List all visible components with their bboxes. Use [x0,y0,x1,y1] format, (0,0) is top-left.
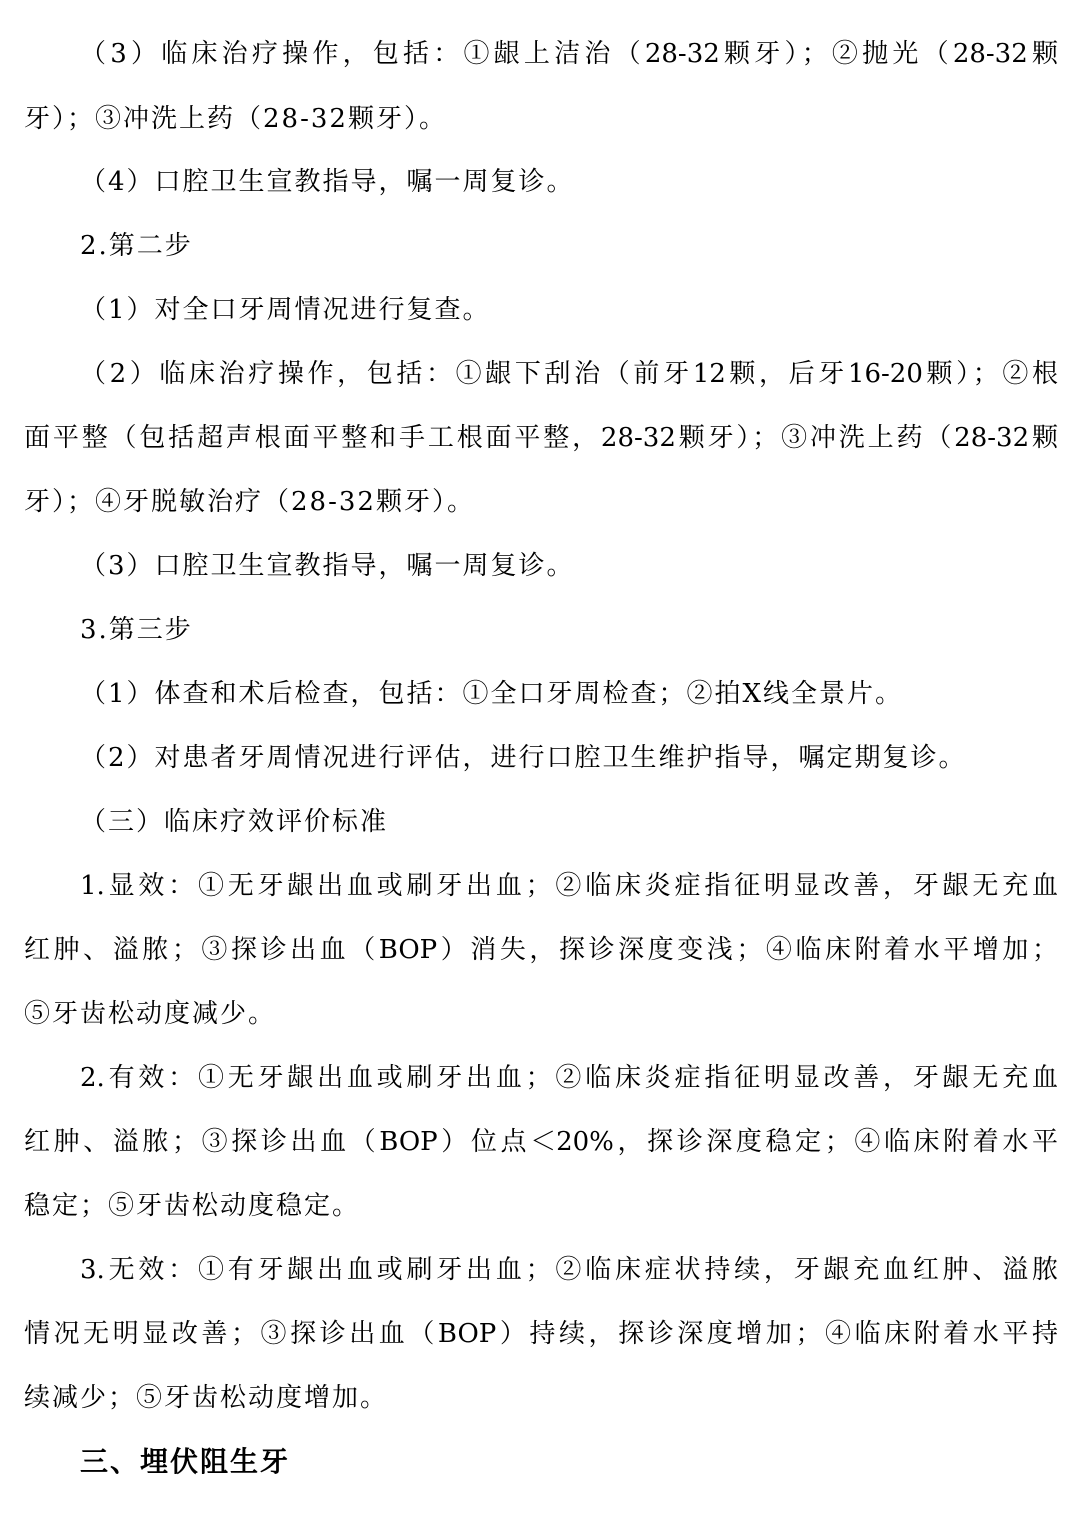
section-heading: （三）临床疗效评价标准 [80,807,389,837]
paragraph-line: 情况无明显改善；③探诊出血（BOP）持续，探诊深度增加；④临床附着水平持 [24,1319,1058,1349]
paragraph-line: 牙）；③冲洗上药（28-32颗牙）。 [24,104,447,134]
paragraph-line: （1）体查和术后检查，包括：①全口牙周检查；②拍X线全景片。 [80,679,904,709]
paragraph-line: 1.显效：①无牙龈出血或刷牙出血；②临床炎症指征明显改善，牙龈无充血 [80,871,1058,901]
paragraph-line: （2）临床治疗操作，包括：①龈下刮治（前牙12颗，后牙16-20颗）；②根 [80,359,1058,389]
section-subheading: 3.第三步 [80,615,193,645]
paragraph-line: 续减少；⑤牙齿松动度增加。 [24,1383,389,1413]
paragraph-line: 面平整（包括超声根面平整和手工根面平整，28-32颗牙）；③冲洗上药（28-32颗 [24,423,1058,453]
paragraph-line: 红肿、溢脓；③探诊出血（BOP）位点＜20%，探诊深度稳定；④临床附着水平 [24,1127,1058,1157]
paragraph-line: 2.有效：①无牙龈出血或刷牙出血；②临床炎症指征明显改善，牙龈无充血 [80,1063,1058,1093]
chapter-heading: 三、埋伏阻生牙 [80,1445,291,1478]
paragraph-line: （2）对患者牙周情况进行评估，进行口腔卫生维护指导，嘱定期复诊。 [80,743,967,773]
paragraph-line: 牙）；④牙脱敏治疗（28-32颗牙）。 [24,487,475,517]
paragraph-line: （3）口腔卫生宣教指导，嘱一周复诊。 [80,551,575,581]
paragraph-line: （1）对全口牙周情况进行复查。 [80,295,491,325]
paragraph-line: 稳定；⑤牙齿松动度稳定。 [24,1191,361,1221]
paragraph-line: 红肿、溢脓；③探诊出血（BOP）消失，探诊深度变浅；④临床附着水平增加； [24,935,1058,965]
section-subheading: 2.第二步 [80,231,193,261]
paragraph-line: （4）口腔卫生宣教指导，嘱一周复诊。 [80,167,575,197]
paragraph-line: （3）临床治疗操作，包括：①龈上洁治（28-32颗牙）；②抛光（28-32颗 [80,39,1058,69]
paragraph-line: 3.无效：①有牙龈出血或刷牙出血；②临床症状持续，牙龈充血红肿、溢脓 [80,1255,1058,1285]
paragraph-line: ⑤牙齿松动度减少。 [24,999,277,1029]
